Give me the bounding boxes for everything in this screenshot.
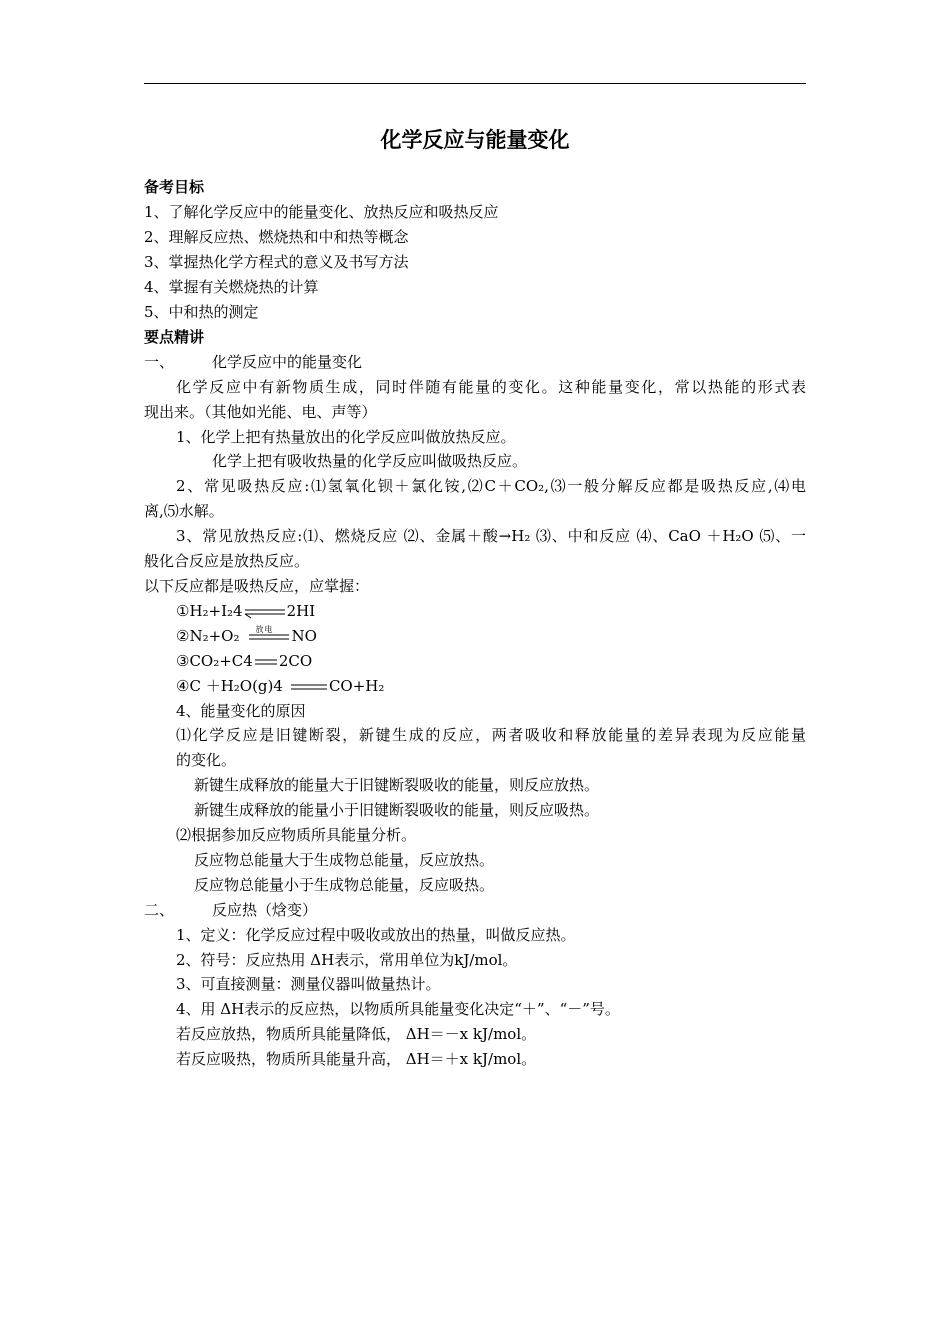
- part-number: 一、: [144, 353, 175, 371]
- goal-item: 5、中和热的测定: [144, 303, 259, 321]
- goal-item: 4、掌握有关燃烧热的计算: [144, 278, 319, 296]
- equation-reactants: ②N₂+O₂: [176, 627, 240, 645]
- paragraph-line: 新键生成释放的能量小于旧键断裂吸收的能量，则反应吸热。: [194, 801, 600, 819]
- paragraph-line: ⑴化学反应是旧键断裂，新键生成的反应，两者吸收和释放能量的差异表现为反应能量: [176, 726, 806, 744]
- goal-item: 1、了解化学反应中的能量变化、放热反应和吸热反应: [144, 203, 499, 221]
- equation-reactants: ④C ＋H₂O(g)4: [176, 677, 283, 695]
- reversible-arrow-icon: [289, 680, 329, 694]
- equation-products: 2HI: [286, 602, 316, 620]
- equation-2: [176, 627, 317, 645]
- paragraph-line: 化学反应中有新物质生成，同时伴随有能量的变化。这种能量变化，常以热能的形式表: [176, 378, 806, 396]
- paragraph-line: 2、常见吸热反应:⑴氢氧化钡＋氯化铵,⑵C＋CO₂,⑶一般分解反应都是吸热反应,⑷电: [176, 477, 806, 495]
- page-title: 化学反应与能量变化: [380, 128, 570, 152]
- section-heading-key-points: 要点精讲: [144, 328, 205, 346]
- header-rule: [144, 83, 806, 84]
- reversible-arrow-icon: [253, 655, 279, 669]
- equation-products: CO+H₂: [328, 677, 385, 695]
- part-number: 二、: [144, 901, 175, 919]
- equation-products: 2CO: [278, 652, 313, 670]
- equation-4: [176, 677, 384, 695]
- paragraph-line: 2、符号：反应热用 ΔH表示，常用单位为kJ/mol。: [176, 951, 518, 969]
- paragraph-line: 3、可直接测量：测量仪器叫做量热计。: [176, 975, 441, 993]
- paragraph-line: 离,⑸水解。: [144, 502, 224, 520]
- paragraph-line: 4、用 ΔH表示的反应热，以物质所具能量变化决定“＋”、“－”号。: [176, 1000, 620, 1018]
- paragraph-line: 1、化学上把有热量放出的化学反应叫做放热反应。: [176, 428, 516, 446]
- equation-1: [176, 602, 315, 620]
- paragraph-line: 若反应吸热，物质所具能量升高， ΔH＝＋x kJ/mol。: [176, 1050, 537, 1068]
- paragraph-line: 以下反应都是吸热反应，应掌握：: [144, 577, 370, 595]
- part-title: 反应热（焓变）: [212, 901, 318, 919]
- paragraph-line: 反应物总能量大于生成物总能量，反应放热。: [194, 851, 495, 869]
- paragraph-line: 现出来。（其他如光能、电、声等）: [144, 403, 377, 421]
- reversible-arrow-icon: [243, 605, 287, 619]
- paragraph-line: ⑵根据参加反应物质所具能量分析。: [176, 826, 417, 844]
- goal-item: 3、掌握热化学方程式的意义及书写方法: [144, 253, 409, 271]
- equation-products: NO: [291, 627, 317, 645]
- paragraph-line: 新键生成释放的能量大于旧键断裂吸收的能量，则反应放热。: [194, 776, 600, 794]
- equation-reactants: ①H₂+I₂4: [176, 602, 243, 620]
- paragraph-line: 化学上把有吸收热量的化学反应叫做吸热反应。: [212, 452, 528, 470]
- paragraph-line: 3、常见放热反应:⑴、燃烧反应 ⑵、金属＋酸→H₂ ⑶、中和反应 ⑷、CaO ＋H₂O ⑸、一: [176, 527, 806, 545]
- paragraph-line: 般化合反应是放热反应。: [144, 552, 310, 570]
- paragraph-line: 反应物总能量小于生成物总能量，反应吸热。: [194, 876, 495, 894]
- paragraph-line: 的变化。: [176, 751, 237, 769]
- reversible-arrow-icon: [247, 625, 291, 644]
- part-title: 化学反应中的能量变化: [212, 353, 363, 371]
- paragraph-line: 若反应放热，物质所具能量降低， ΔH＝－x kJ/mol。: [176, 1025, 537, 1043]
- equation-condition: 放电: [255, 625, 274, 634]
- goal-item: 2、理解反应热、燃烧热和中和热等概念: [144, 228, 409, 246]
- paragraph-line: 1、定义：化学反应过程中吸收或放出的热量，叫做反应热。: [176, 926, 576, 944]
- equation-3: [176, 652, 312, 670]
- equation-reactants: ③CO₂+C4: [176, 652, 253, 670]
- section-heading-goals: 备考目标: [144, 178, 205, 196]
- subsection-title: 4、能量变化的原因: [176, 702, 306, 720]
